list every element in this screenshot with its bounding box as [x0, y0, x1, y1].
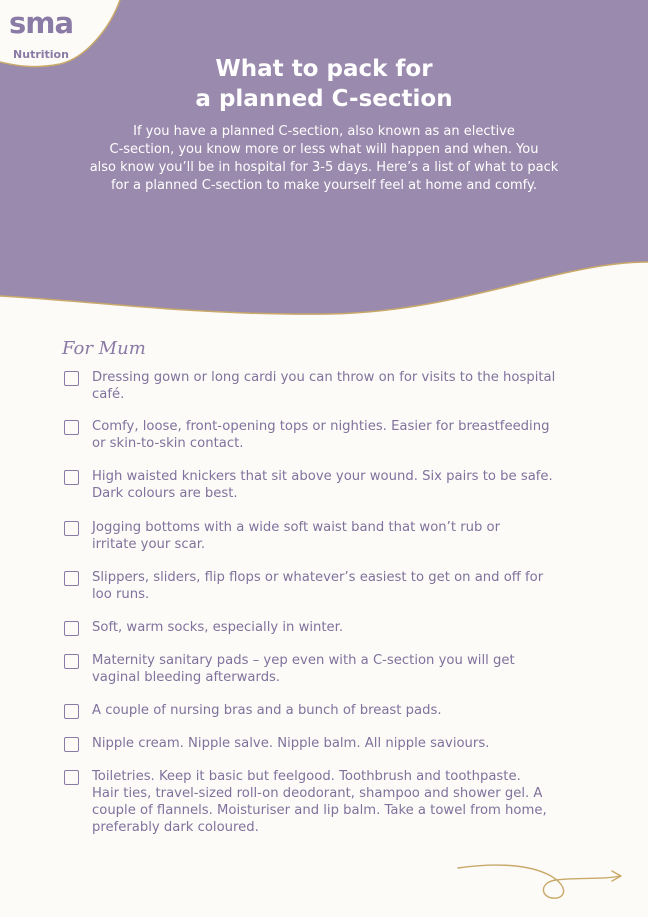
item-line: or skin-to-skin contact.	[92, 436, 244, 451]
logo-subtitle: Nutrition	[13, 48, 69, 61]
checklist-item-text	[92, 369, 612, 403]
empty-checkbox-icon[interactable]	[64, 571, 79, 586]
empty-checkbox-icon[interactable]	[64, 704, 79, 719]
checklist-item-text	[92, 468, 612, 502]
intro-line: C-section, you know more or less what will happen and when. You	[109, 142, 539, 157]
title-line-2: a planned C-section	[195, 86, 453, 112]
swirl-arrow-icon	[456, 860, 626, 902]
checklist-item-text	[92, 519, 612, 553]
empty-checkbox-icon[interactable]	[64, 470, 79, 485]
empty-checkbox-icon[interactable]	[64, 737, 79, 752]
empty-checkbox-icon[interactable]	[64, 654, 79, 669]
item-line: Comfy, loose, front-opening tops or nighties. Easier for breastfeeding	[92, 419, 550, 434]
checklist-item-text	[92, 702, 612, 719]
empty-checkbox-icon[interactable]	[64, 371, 79, 386]
checklist-item-text	[92, 619, 612, 636]
checklist-item-text	[92, 569, 612, 603]
item-line: Dressing gown or long cardi you can throw on for visits to the hospital	[92, 370, 556, 385]
logo-wordmark: sma	[8, 6, 74, 40]
item-line: Hair ties, travel-sized roll-on deodorant, shampoo and shower gel. A	[92, 786, 543, 801]
item-line: High waisted knickers that sit above your wound. Six pairs to be safe.	[92, 469, 553, 484]
item-line: Soft, warm socks, especially in winter.	[92, 620, 344, 635]
item-line: Jogging bottoms with a wide soft waist band that won’t rub or	[92, 520, 501, 535]
empty-checkbox-icon[interactable]	[64, 770, 79, 785]
item-line: Slippers, sliders, flip flops or whatever’s easiest to get on and off for	[92, 570, 544, 585]
title-line-1: What to pack for	[215, 56, 433, 82]
item-line: preferably dark coloured.	[92, 820, 259, 835]
item-line: Maternity sanitary pads – yep even with a C-section you will get	[92, 653, 515, 668]
item-line: Dark colours are best.	[92, 486, 238, 501]
checklist-item-text	[92, 735, 612, 752]
intro-paragraph	[58, 123, 590, 195]
item-line: Nipple cream. Nipple salve. Nipple balm. All nipple saviours.	[92, 736, 490, 751]
item-line: couple of flannels. Moisturiser and lip balm. Take a towel from home,	[92, 803, 547, 818]
item-line: irritate your scar.	[92, 537, 206, 552]
section-heading: For Mum	[62, 338, 146, 359]
item-line: vaginal bleeding afterwards.	[92, 670, 281, 685]
intro-line: also know you’ll be in hospital for 3-5 days. Here’s a list of what to pack	[89, 160, 559, 175]
checklist-item-text	[92, 418, 612, 452]
checklist-item-text	[92, 768, 612, 836]
item-line: loo runs.	[92, 587, 150, 602]
empty-checkbox-icon[interactable]	[64, 621, 79, 636]
item-line: A couple of nursing bras and a bunch of breast pads.	[92, 703, 442, 718]
empty-checkbox-icon[interactable]	[64, 521, 79, 536]
empty-checkbox-icon[interactable]	[64, 420, 79, 435]
intro-line: for a planned C-section to make yourself feel at home and comfy.	[110, 178, 538, 193]
checklist-item-text	[92, 652, 612, 686]
item-line: café.	[92, 387, 125, 402]
intro-line: If you have a planned C-section, also known as an elective	[133, 124, 515, 139]
page-title	[0, 54, 648, 114]
item-line: Toiletries. Keep it basic but feelgood. Toothbrush and toothpaste.	[92, 769, 521, 784]
